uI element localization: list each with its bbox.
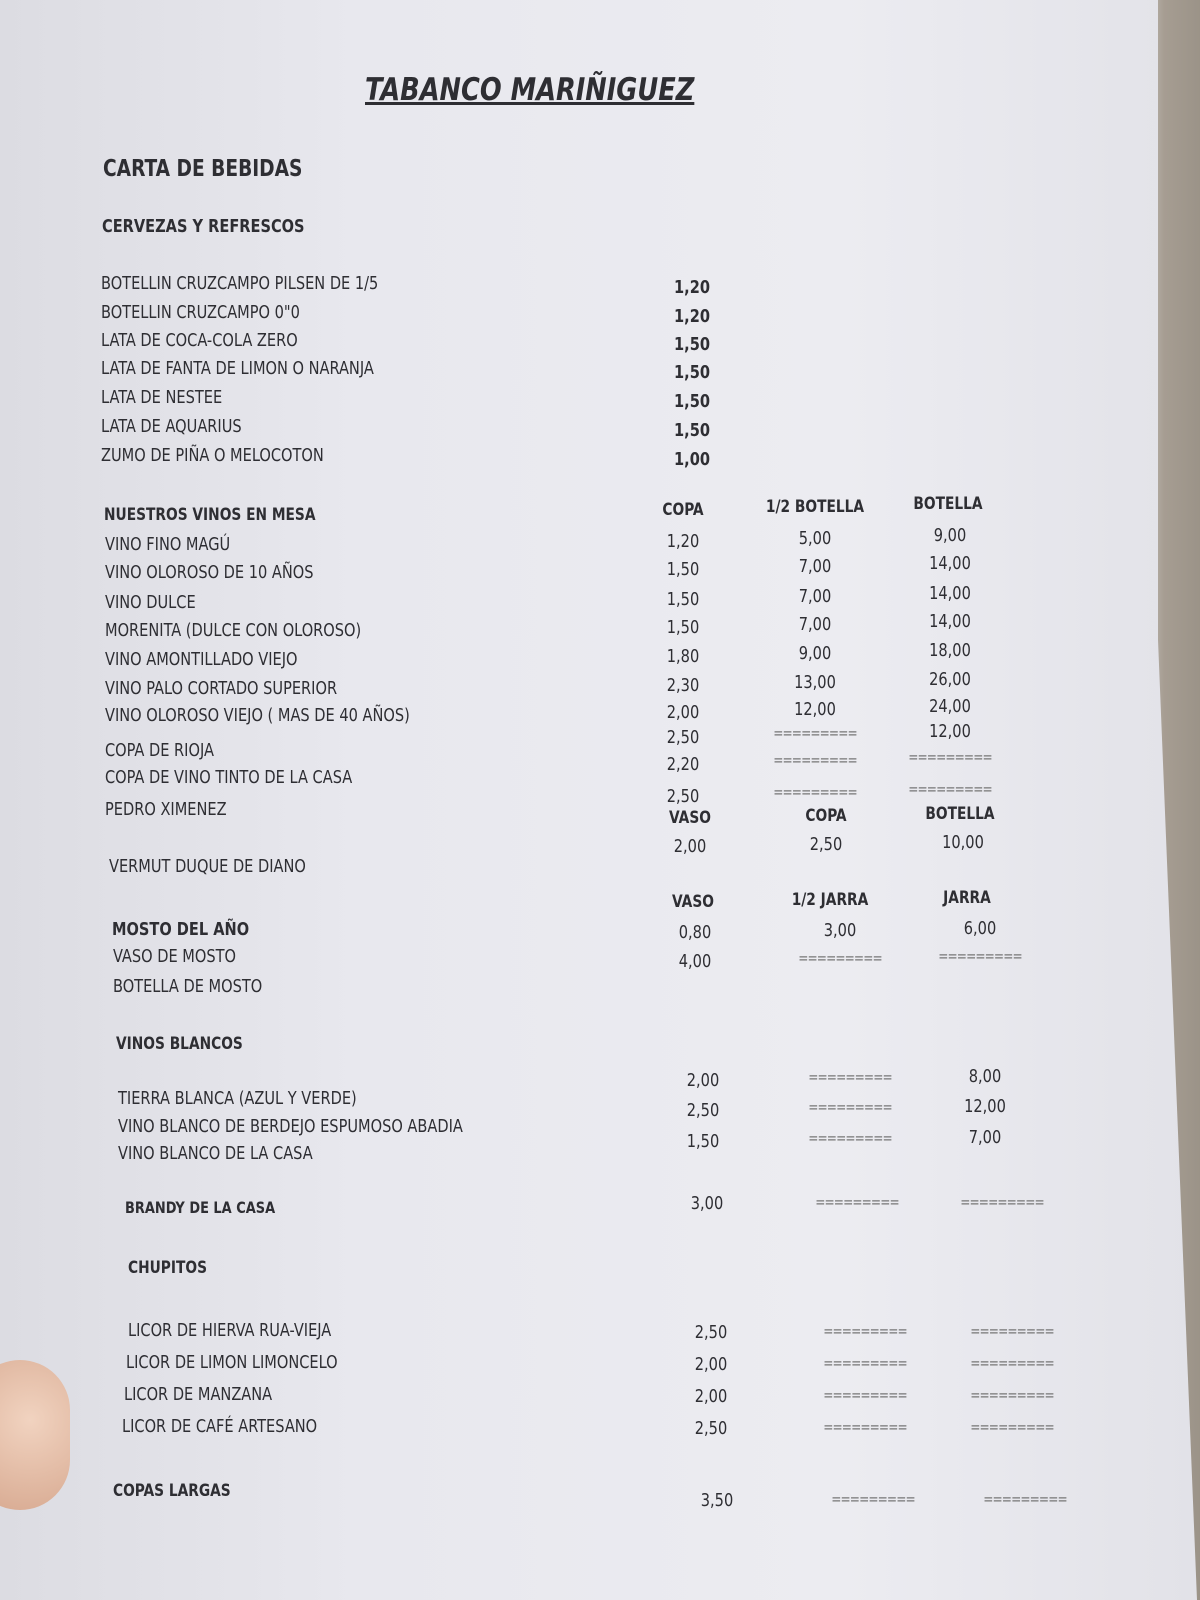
item-price: 2,00: [666, 702, 700, 723]
item-price: 4,00: [678, 951, 712, 972]
item-price: 10,00: [942, 832, 984, 853]
item-price: 1,50: [666, 559, 700, 580]
item-price: 2,50: [809, 834, 843, 855]
item-price: 3,50: [700, 1490, 734, 1511]
binder-edge: [1140, 0, 1200, 1600]
item-price: =========: [960, 1193, 1044, 1211]
column-header: 1/2 BOTELLA: [765, 497, 865, 517]
item-name: BOTELLIN CRUZCAMPO 0"0: [101, 302, 300, 323]
item-price: 3,00: [823, 920, 857, 941]
column-header: JARRA: [943, 888, 991, 908]
item-price: 12,00: [929, 721, 971, 742]
item-price: 2,00: [673, 836, 707, 857]
item-price: 2,50: [666, 786, 700, 807]
item-price: 2,00: [694, 1386, 728, 1407]
column-header: COPA: [805, 806, 847, 826]
item-price: 9,00: [933, 525, 967, 546]
section-heading: CHUPITOS: [128, 1258, 208, 1278]
item-name: VINO OLOROSO VIEJO ( MAS DE 40 AÑOS): [105, 705, 410, 726]
item-name: LATA DE FANTA DE LIMON O NARANJA: [101, 358, 374, 379]
item-price: 12,00: [794, 699, 836, 720]
item-price: =========: [970, 1322, 1054, 1340]
item-price: =========: [808, 1068, 892, 1086]
item-price: 2,50: [686, 1100, 720, 1121]
item-price: =========: [983, 1490, 1067, 1508]
item-price: =========: [908, 780, 992, 798]
item-price: 2,50: [694, 1418, 728, 1439]
item-name: VINO DULCE: [105, 592, 196, 613]
item-price: 1,20: [674, 277, 710, 298]
item-price: 2,30: [666, 675, 700, 696]
item-price: 8,00: [968, 1066, 1002, 1087]
item-price: =========: [815, 1193, 899, 1211]
item-price: 1,50: [674, 362, 710, 383]
item-price: =========: [773, 751, 857, 769]
thumb: [0, 1360, 70, 1510]
item-price: =========: [970, 1418, 1054, 1436]
item-price: 1,80: [666, 646, 700, 667]
menu-subtitle: CARTA DE BEBIDAS: [103, 156, 303, 182]
item-name: LICOR DE HIERVA RUA-VIEJA: [128, 1320, 332, 1341]
item-price: 5,00: [798, 528, 832, 549]
item-price: 1,50: [686, 1131, 720, 1152]
item-price: 13,00: [794, 672, 836, 693]
column-header: COPA: [662, 500, 704, 520]
item-price: 9,00: [798, 643, 832, 664]
item-price: 1,50: [666, 617, 700, 638]
section-heading: CERVEZAS Y REFRESCOS: [102, 216, 305, 237]
item-price: =========: [798, 949, 882, 967]
item-name: TIERRA BLANCA (AZUL Y VERDE): [118, 1088, 357, 1109]
item-price: 6,00: [963, 918, 997, 939]
item-name: LATA DE NESTEE: [101, 387, 223, 408]
item-price: =========: [823, 1322, 907, 1340]
item-name: COPA DE RIOJA: [105, 740, 214, 761]
item-price: 18,00: [929, 640, 971, 661]
item-price: 2,50: [666, 727, 700, 748]
item-price: =========: [808, 1129, 892, 1147]
item-price: =========: [938, 947, 1022, 965]
column-header: VASO: [672, 892, 714, 912]
item-name: LICOR DE CAFÉ ARTESANO: [122, 1416, 318, 1437]
item-name: ZUMO DE PIÑA O MELOCOTON: [101, 445, 324, 466]
menu-title: TABANCO MARIÑIGUEZ: [365, 72, 695, 108]
item-price: =========: [773, 783, 857, 801]
item-price: 14,00: [929, 583, 971, 604]
item-price: 1,20: [666, 531, 700, 552]
item-price: 14,00: [929, 553, 971, 574]
item-price: 2,20: [666, 754, 700, 775]
item-price: 7,00: [798, 614, 832, 635]
item-name: MORENITA (DULCE CON OLOROSO): [105, 620, 362, 641]
column-header: BOTELLA: [913, 494, 983, 514]
item-price: 2,50: [694, 1322, 728, 1343]
item-name: BOTELLIN CRUZCAMPO PILSEN DE 1/5: [101, 273, 379, 294]
item-price: 2,00: [694, 1354, 728, 1375]
section-heading: VINOS BLANCOS: [116, 1034, 243, 1054]
item-price: 7,00: [968, 1127, 1002, 1148]
item-name: BRANDY DE LA CASA: [125, 1198, 276, 1217]
column-header: VASO: [669, 808, 711, 828]
item-price: 24,00: [929, 696, 971, 717]
item-price: =========: [970, 1354, 1054, 1372]
item-price: 12,00: [964, 1096, 1006, 1117]
item-price: 1,50: [666, 589, 700, 610]
column-header: BOTELLA: [925, 804, 995, 824]
item-name: VINO AMONTILLADO VIEJO: [105, 649, 298, 670]
item-price: =========: [831, 1490, 915, 1508]
item-price: 2,00: [686, 1070, 720, 1091]
item-name: LATA DE AQUARIUS: [101, 416, 242, 437]
item-price: 1,50: [674, 391, 710, 412]
item-price: 1,50: [674, 334, 710, 355]
item-name: VINO BLANCO DE BERDEJO ESPUMOSO ABADIA: [118, 1116, 463, 1137]
item-price: 1,50: [674, 420, 710, 441]
item-price: 7,00: [798, 586, 832, 607]
item-price: 1,20: [674, 306, 710, 327]
item-name: VINO PALO CORTADO SUPERIOR: [105, 678, 338, 699]
section-heading: MOSTO DEL AÑO: [112, 919, 250, 940]
item-name: PEDRO XIMENEZ: [105, 799, 227, 820]
item-price: =========: [908, 748, 992, 766]
item-price: 3,00: [690, 1193, 724, 1214]
section-heading: NUESTROS VINOS EN MESA: [104, 505, 316, 525]
item-name: VINO OLOROSO DE 10 AÑOS: [105, 562, 314, 583]
item-price: 1,00: [674, 449, 710, 470]
item-name: LICOR DE LIMON LIMONCELO: [126, 1352, 338, 1373]
item-name: VINO BLANCO DE LA CASA: [118, 1143, 313, 1164]
item-name: COPAS LARGAS: [113, 1481, 231, 1501]
item-name: COPA DE VINO TINTO DE LA CASA: [105, 767, 353, 788]
item-price: =========: [823, 1418, 907, 1436]
item-name: LICOR DE MANZANA: [124, 1384, 273, 1405]
item-name: VINO FINO MAGÚ: [105, 534, 231, 555]
item-name: BOTELLA DE MOSTO: [113, 976, 263, 997]
column-header: 1/2 JARRA: [791, 890, 869, 910]
item-price: =========: [808, 1098, 892, 1116]
item-price: 14,00: [929, 611, 971, 632]
item-price: =========: [823, 1354, 907, 1372]
item-price: =========: [773, 724, 857, 742]
item-name: VERMUT DUQUE DE DIANO: [109, 856, 306, 877]
item-price: =========: [970, 1386, 1054, 1404]
item-name: VASO DE MOSTO: [113, 946, 236, 967]
item-price: =========: [823, 1386, 907, 1404]
item-price: 7,00: [798, 556, 832, 577]
item-name: LATA DE COCA-COLA ZERO: [101, 330, 298, 351]
item-price: 0,80: [678, 922, 712, 943]
item-price: 26,00: [929, 669, 971, 690]
